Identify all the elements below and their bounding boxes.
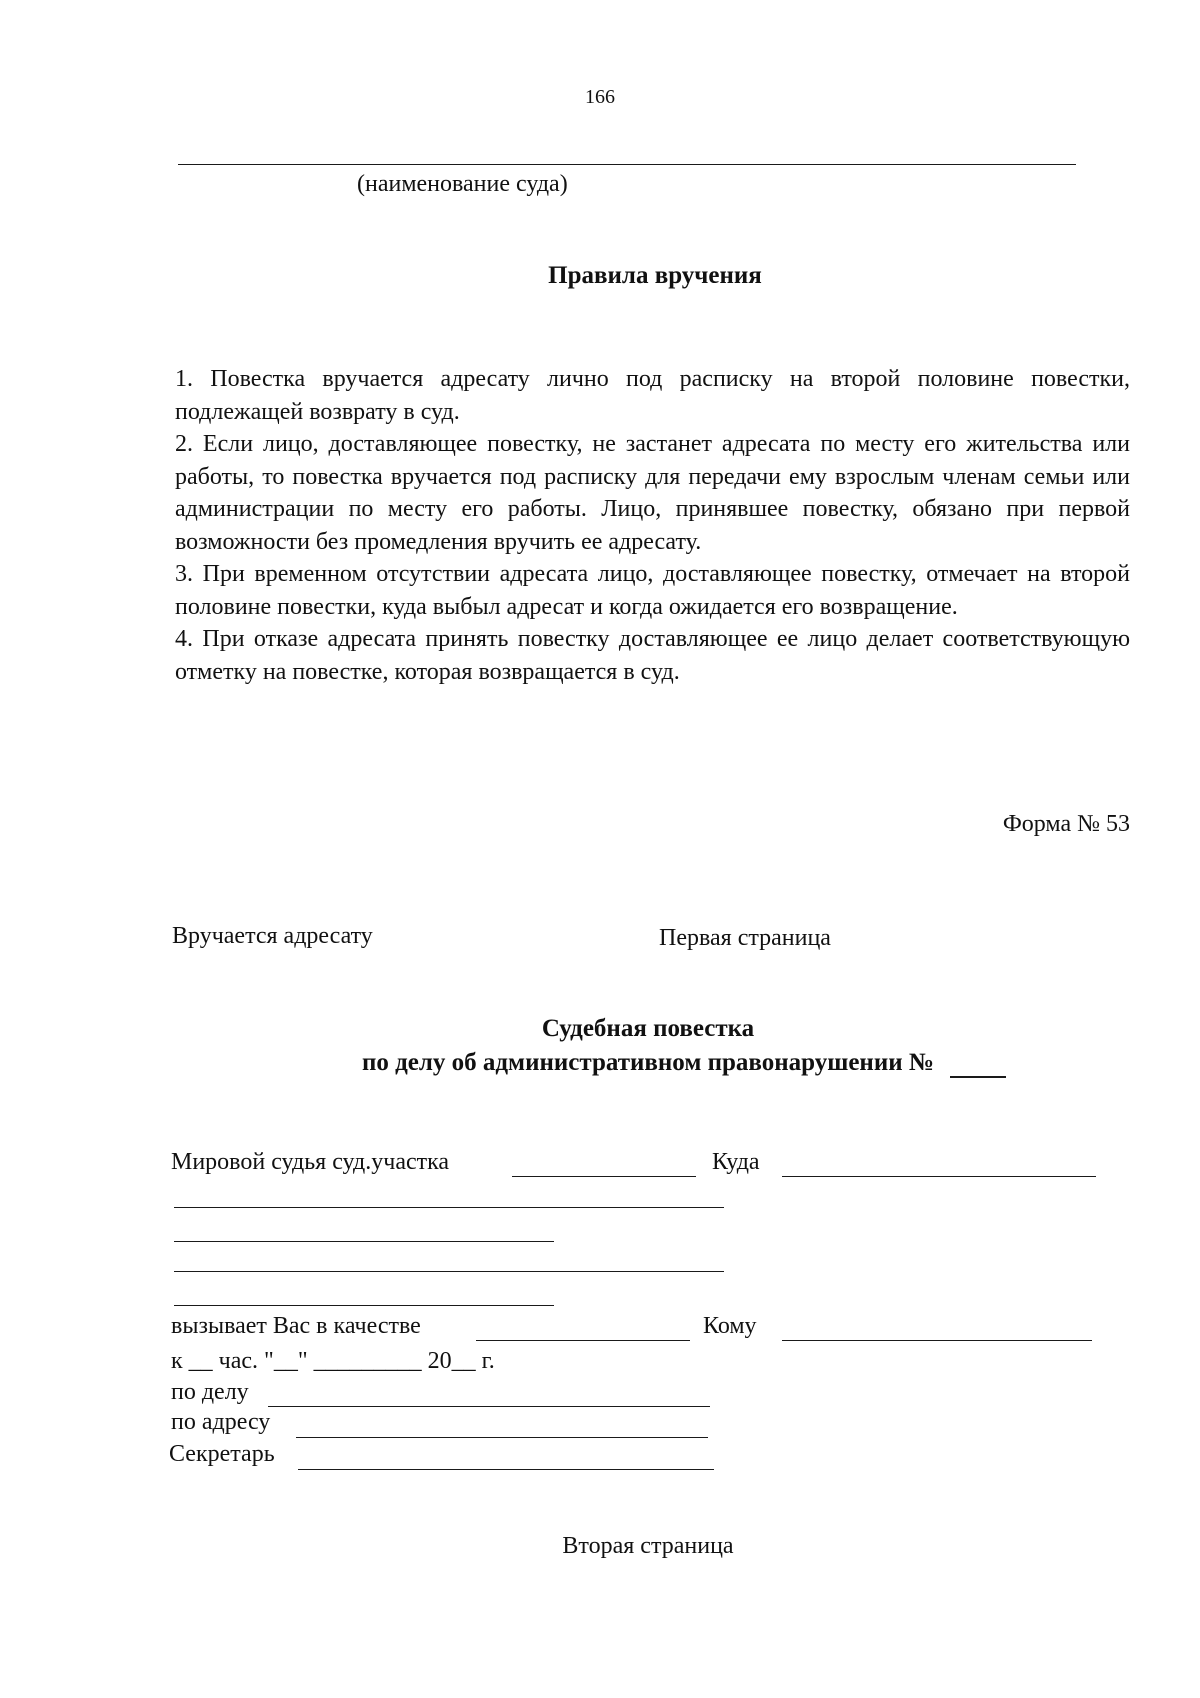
secretary-blank [298, 1469, 714, 1470]
summons-subtitle: по делу об административном правонарушении № [361, 1049, 935, 1076]
delivered-to-label: Вручается адресату [172, 923, 373, 949]
rule-item-1: 1. Повестка вручается адресату лично под расписку на второй половине повестки, подлежащей возврату в суд. [175, 366, 1130, 425]
whom-blank [782, 1340, 1092, 1341]
whom-label: Кому [703, 1313, 757, 1339]
judge-blank [512, 1176, 696, 1177]
where-blank [782, 1176, 1096, 1177]
blank-line [174, 1305, 554, 1306]
blank-line [174, 1241, 554, 1242]
second-page-label: Вторая страница [562, 1533, 734, 1559]
rules-list [175, 363, 1130, 688]
summons-title: Судебная повестка [541, 1015, 755, 1042]
time-line: к __ час. "__" _________ 20__ г. [171, 1348, 495, 1374]
capacity-blank [476, 1340, 690, 1341]
court-name-line [178, 164, 1076, 165]
judge-label: Мировой судья суд.участка [171, 1149, 450, 1175]
case-label: по делу [171, 1379, 249, 1405]
case-blank [268, 1406, 710, 1407]
case-number-blank [950, 1076, 1006, 1078]
rule-item-4: 4. При отказе адресата принять повестку доставляющее ее лицо делает соответствующую отметку на повестке, которая возвращается в суд. [175, 626, 1130, 685]
court-name-caption: (наименование суда) [357, 171, 568, 197]
address-blank [296, 1437, 708, 1438]
capacity-label: вызывает Вас в качестве [171, 1313, 421, 1339]
secretary-label: Секретарь [169, 1441, 275, 1467]
first-page-label: Первая страница [659, 925, 831, 951]
rule-item-3: 3. При временном отсутствии адресата лицо, доставляющее повестку, отмечает на второй половине повестки, куда выбыл адресат и когда ожидается его возвращение. [175, 561, 1130, 620]
address-label: по адресу [171, 1409, 271, 1435]
where-label: Куда [712, 1149, 760, 1175]
rules-heading: Правила вручения [548, 262, 762, 289]
page-number: 166 [585, 86, 615, 108]
blank-line [174, 1271, 724, 1272]
blank-line [174, 1207, 724, 1208]
rule-item-2: 2. Если лицо, доставляющее повестку, не застанет адресата по месту его жительства или работы, то повестка вручается под расписку для передачи ему взрослым членам семьи или администрации по месту его работы. Лицо, принявшее повестку, обязано при первой возможности без промедления вручить ее адресату. [175, 431, 1130, 555]
form-number: Форма № 53 [1002, 811, 1130, 837]
